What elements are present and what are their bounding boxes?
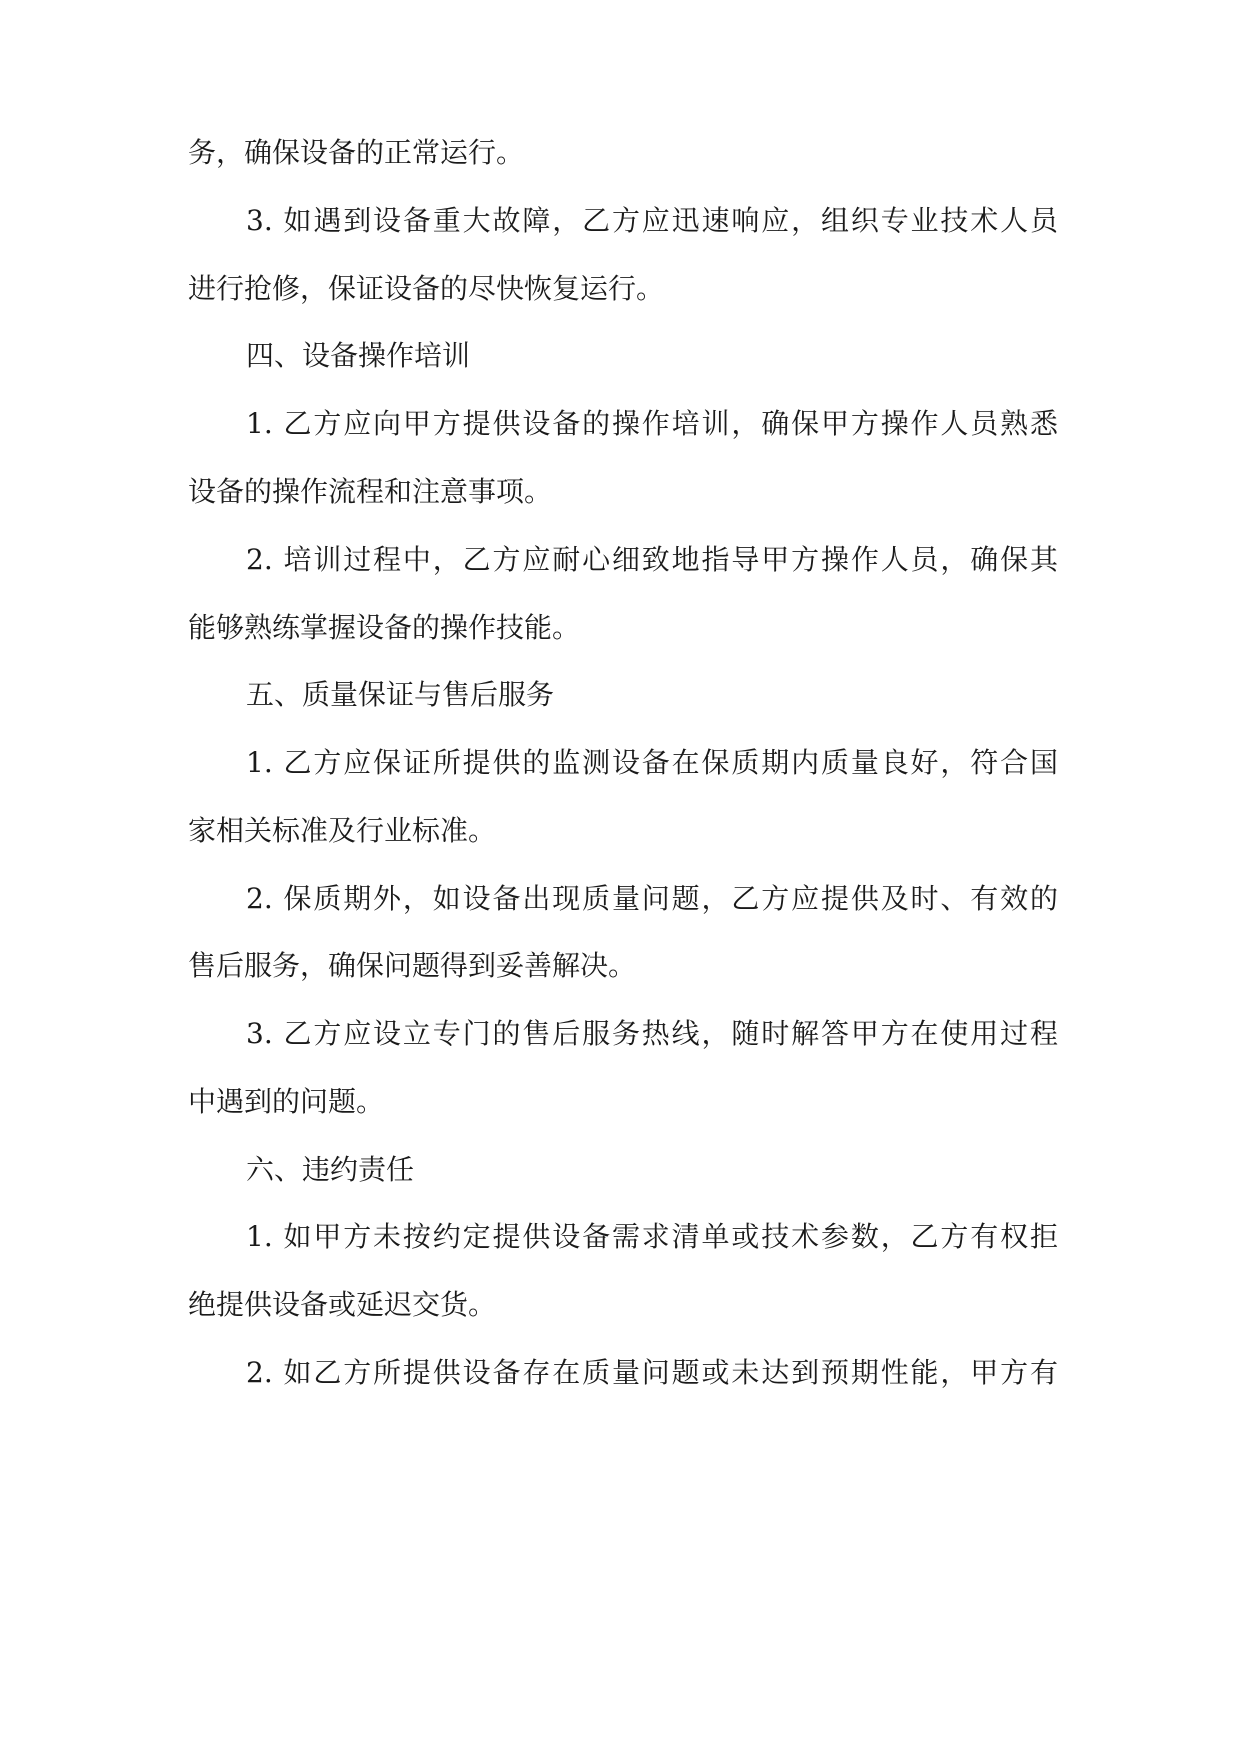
list-item-2-line-1: 2. 如乙方所提供设备存在质量问题或未达到预期性能，甲方有 [246,1356,1058,1389]
section-heading-5: 五、质量保证与售后服务 [246,678,555,711]
list-item-1-line-1: 1. 如甲方未按约定提供设备需求清单或技术参数，乙方有权拒 [246,1220,1058,1253]
text-line: 中遇到的问题。 [188,1085,385,1118]
text-line: 务，确保设备的正常运行。 [188,136,525,169]
list-item-1-line-1: 1. 乙方应向甲方提供设备的操作培训，确保甲方操作人员熟悉 [246,407,1058,440]
list-item-2-line-1: 2. 保质期外，如设备出现质量问题，乙方应提供及时、有效的 [246,882,1058,915]
section-heading-4: 四、设备操作培训 [246,339,471,372]
list-item-3-line-1: 3. 乙方应设立专门的售后服务热线，随时解答甲方在使用过程 [246,1017,1058,1050]
list-item-2-line-1: 2. 培训过程中，乙方应耐心细致地指导甲方操作人员，确保其 [246,543,1058,576]
text-line: 进行抢修，保证设备的尽快恢复运行。 [188,272,665,305]
text-line: 设备的操作流程和注意事项。 [188,475,553,508]
text-line: 能够熟练掌握设备的操作技能。 [188,611,581,644]
list-item-1-line-1: 1. 乙方应保证所提供的监测设备在保质期内质量良好，符合国 [246,746,1058,779]
section-heading-6: 六、违约责任 [246,1153,415,1186]
text-line: 绝提供设备或延迟交货。 [188,1288,497,1321]
text-line: 家相关标准及行业标准。 [188,814,497,847]
list-item-3-line-1: 3. 如遇到设备重大故障，乙方应迅速响应，组织专业技术人员 [246,204,1058,237]
text-line: 售后服务，确保问题得到妥善解决。 [188,949,637,982]
